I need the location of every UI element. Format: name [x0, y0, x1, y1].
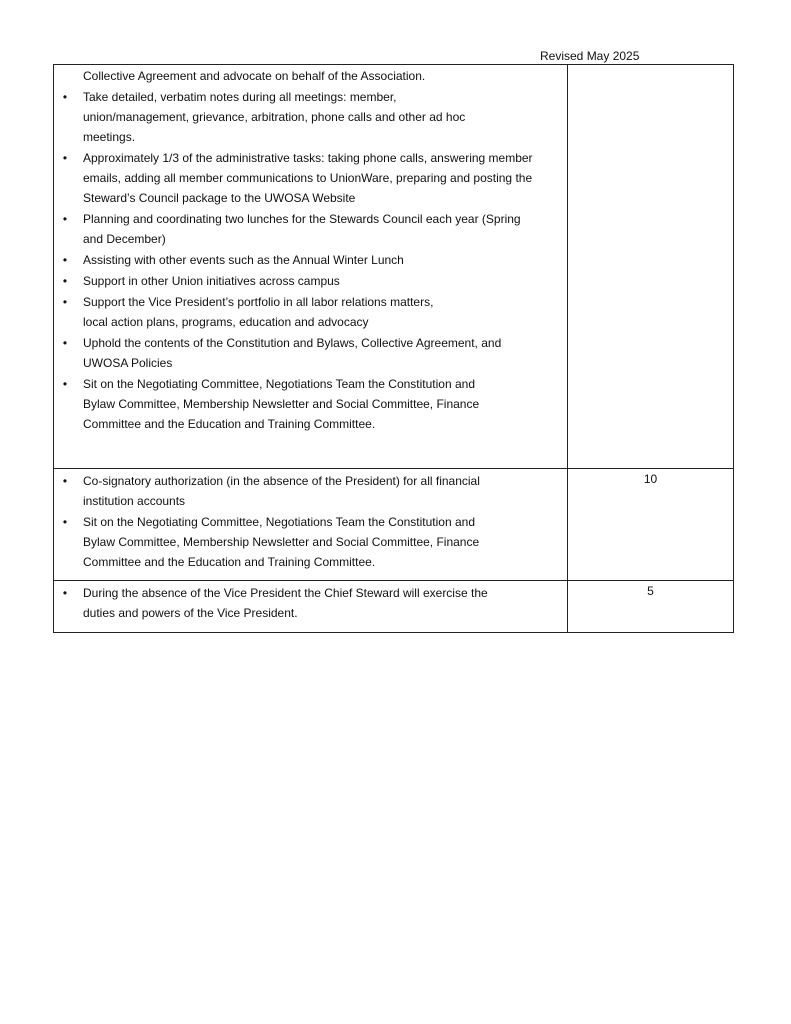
duty-item: • Sit on the Negotiating Committee, Negotiations Team the Constitution and Bylaw Committee, Membership Newsletter and Social Committee, Finance Committee and the Education and Training Committee. [54, 512, 567, 572]
percentage-cell: 10 [568, 469, 734, 581]
bullet-icon: • [62, 274, 68, 288]
bullet-icon: • [62, 151, 68, 165]
duty-item: • Co-signatory authorization (in the absence of the President) for all financial institution accounts [54, 471, 567, 511]
duty-item: • Planning and coordinating two lunches for the Stewards Council each year (Spring and December) [54, 209, 567, 249]
duty-item: • Assisting with other events such as the Annual Winter Lunch [54, 250, 567, 270]
duty-item: • During the absence of the Vice President the Chief Steward will exercise the duties and powers of the Vice President. [54, 583, 567, 623]
duties-cell [54, 65, 568, 469]
bullet-icon: • [62, 586, 68, 600]
duty-list [54, 469, 567, 572]
table-row [54, 469, 734, 581]
duties-cell [54, 581, 568, 633]
duty-item: • Approximately 1/3 of the administrative tasks: taking phone calls, answering member emails, adding all member communications to UnionWare, preparing and posting the Steward’s Council package to the UWOSA Website [54, 148, 567, 208]
bullet-icon: • [62, 474, 68, 488]
duty-item: • Support in other Union initiatives across campus [54, 271, 567, 291]
bullet-icon: • [62, 295, 68, 309]
duty-list [54, 87, 567, 434]
bullet-icon: • [62, 253, 68, 267]
duty-list [54, 581, 567, 623]
percentage-cell: 5 [568, 581, 734, 633]
percentage-cell [568, 65, 734, 469]
bullet-icon: • [62, 515, 68, 529]
bullet-icon: • [62, 377, 68, 391]
bullet-icon: • [62, 336, 68, 350]
duty-item: • Uphold the contents of the Constitution and Bylaws, Collective Agreement, and UWOSA Policies [54, 333, 567, 373]
duty-item: • Support the Vice President’s portfolio in all labor relations matters, local action plans, programs, education and advocacy [54, 292, 567, 332]
table-row [54, 65, 734, 469]
table-row [54, 581, 734, 633]
bullet-icon: • [62, 90, 68, 104]
revised-date: Revised May 2025 [540, 49, 640, 63]
bullet-icon: • [62, 212, 68, 226]
duty-item: • Sit on the Negotiating Committee, Negotiations Team the Constitution and Bylaw Committee, Membership Newsletter and Social Committee, Finance Committee and the Education and Training Committee. [54, 374, 567, 434]
duty-item: • Take detailed, verbatim notes during all meetings: member, union/management, grievance, arbitration, phone calls and other ad hoc meetings. [54, 87, 567, 147]
continuation-text: Collective Agreement and advocate on behalf of the Association. [83, 69, 426, 83]
duties-cell [54, 469, 568, 581]
duties-table [53, 64, 734, 633]
